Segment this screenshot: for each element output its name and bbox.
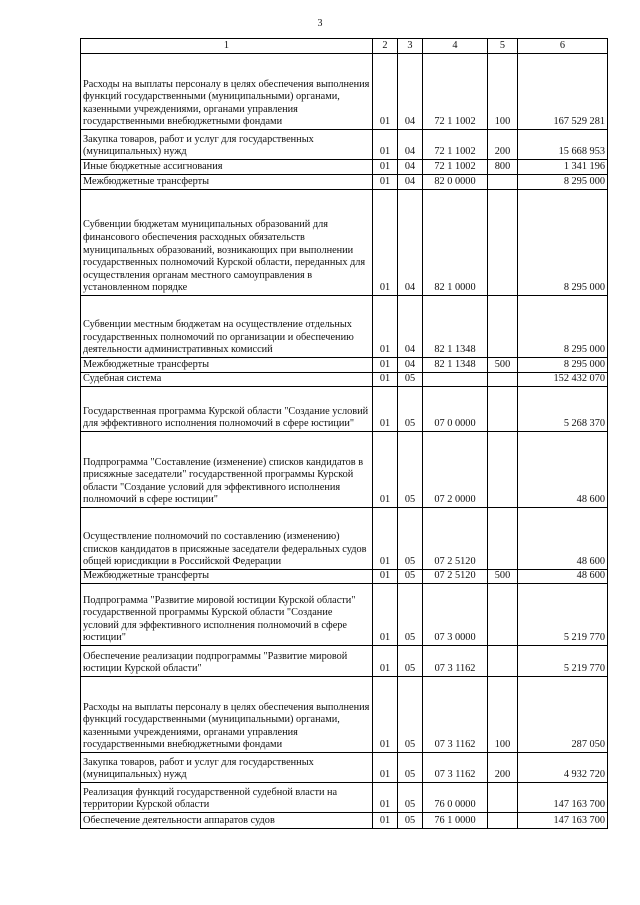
- table-row: [81, 296, 608, 358]
- cell-name: Подпрограмма "Развитие мировой юстиции Курской области" государственной программы Курской области "Создание условий для эффективного исполнения полномочий в сфере юстиции": [81, 584, 373, 646]
- cell-name: Субвенции бюджетам муниципальных образований для финансового обеспечения расходных обязательств муниципальных образований, возникающих при выполнении государственных полномочий Курской области, переданных для осуществления органам местного самоуправления в установленном порядке: [81, 190, 373, 296]
- cell-target: 07 2 5120: [423, 570, 488, 584]
- cell-subsection: 05: [398, 508, 423, 570]
- cell-subsection: 05: [398, 646, 423, 677]
- cell-type: [488, 373, 518, 387]
- cell-target: 76 0 0000: [423, 783, 488, 813]
- cell-section: 01: [373, 813, 398, 829]
- cell-target: 07 3 1162: [423, 677, 488, 753]
- cell-sum: 8 295 000: [518, 175, 608, 190]
- cell-name: Субвенции местным бюджетам на осуществление отдельных государственных полномочий по организации и обеспечению деятельности административных комиссий: [81, 296, 373, 358]
- cell-target: 82 0 0000: [423, 175, 488, 190]
- cell-type: [488, 296, 518, 358]
- cell-type: 800: [488, 160, 518, 175]
- table-row: [81, 508, 608, 570]
- cell-section: 01: [373, 432, 398, 508]
- cell-section: 01: [373, 296, 398, 358]
- cell-type: [488, 508, 518, 570]
- cell-sum: 15 668 953: [518, 130, 608, 160]
- table-row: [81, 373, 608, 387]
- cell-target: [423, 373, 488, 387]
- cell-type: [488, 646, 518, 677]
- cell-subsection: 04: [398, 175, 423, 190]
- cell-target: 72 1 1002: [423, 130, 488, 160]
- cell-type: 200: [488, 753, 518, 783]
- cell-name: Осуществление полномочий по составлению (изменению) списков кандидатов в присяжные заседатели федеральных судов общей юрисдикции в Российской Федерации: [81, 508, 373, 570]
- table-row: [81, 584, 608, 646]
- cell-target: 72 1 1002: [423, 160, 488, 175]
- cell-sum: 4 932 720: [518, 753, 608, 783]
- col-header-section: 2: [373, 39, 398, 54]
- cell-sum: 1 341 196: [518, 160, 608, 175]
- cell-target: 07 3 1162: [423, 646, 488, 677]
- cell-subsection: 04: [398, 130, 423, 160]
- cell-name: Реализация функций государственной судебной власти на территории Курской области: [81, 783, 373, 813]
- cell-subsection: 05: [398, 677, 423, 753]
- cell-sum: 5 219 770: [518, 646, 608, 677]
- cell-section: 01: [373, 54, 398, 130]
- cell-sum: 48 600: [518, 570, 608, 584]
- table-row: [81, 130, 608, 160]
- cell-subsection: 05: [398, 432, 423, 508]
- cell-type: 200: [488, 130, 518, 160]
- cell-section: 01: [373, 753, 398, 783]
- cell-subsection: 05: [398, 387, 423, 432]
- cell-type: [488, 432, 518, 508]
- cell-target: 07 2 5120: [423, 508, 488, 570]
- table-row: [81, 432, 608, 508]
- table-row: [81, 54, 608, 130]
- cell-subsection: 04: [398, 190, 423, 296]
- cell-name: Межбюджетные трансферты: [81, 358, 373, 373]
- cell-subsection: 05: [398, 813, 423, 829]
- cell-target: 82 1 1348: [423, 358, 488, 373]
- cell-name: Межбюджетные трансферты: [81, 175, 373, 190]
- cell-section: 01: [373, 677, 398, 753]
- cell-target: 07 3 1162: [423, 753, 488, 783]
- cell-sum: 152 432 070: [518, 373, 608, 387]
- cell-sum: 8 295 000: [518, 190, 608, 296]
- table-row: [81, 783, 608, 813]
- budget-table: [80, 38, 608, 829]
- cell-name: Расходы на выплаты персоналу в целях обеспечения выполнения функций государственными (муниципальными) органами, казенными учреждениями, органами управления государственными внебюджетными фондами: [81, 677, 373, 753]
- cell-section: 01: [373, 190, 398, 296]
- cell-type: [488, 175, 518, 190]
- table-row: [81, 190, 608, 296]
- cell-type: [488, 190, 518, 296]
- cell-type: [488, 387, 518, 432]
- cell-section: 01: [373, 783, 398, 813]
- cell-sum: 8 295 000: [518, 296, 608, 358]
- table-row: [81, 677, 608, 753]
- cell-section: 01: [373, 584, 398, 646]
- cell-section: 01: [373, 160, 398, 175]
- col-header-sum: 6: [518, 39, 608, 54]
- cell-subsection: 04: [398, 296, 423, 358]
- cell-subsection: 04: [398, 54, 423, 130]
- cell-section: 01: [373, 130, 398, 160]
- cell-target: 07 0 0000: [423, 387, 488, 432]
- cell-sum: 48 600: [518, 432, 608, 508]
- cell-sum: 8 295 000: [518, 358, 608, 373]
- header-row: [81, 39, 608, 54]
- table-row: [81, 358, 608, 373]
- cell-sum: 5 219 770: [518, 584, 608, 646]
- cell-sum: 167 529 281: [518, 54, 608, 130]
- cell-target: 07 2 0000: [423, 432, 488, 508]
- table-row: [81, 753, 608, 783]
- cell-name: Обеспечение деятельности аппаратов судов: [81, 813, 373, 829]
- cell-sum: 147 163 700: [518, 813, 608, 829]
- cell-target: 72 1 1002: [423, 54, 488, 130]
- cell-subsection: 05: [398, 570, 423, 584]
- cell-type: [488, 783, 518, 813]
- cell-section: 01: [373, 570, 398, 584]
- col-header-type: 5: [488, 39, 518, 54]
- cell-name: Государственная программа Курской области "Создание условий для эффективного исполнения полномочий в сфере юстиции": [81, 387, 373, 432]
- cell-target: 07 3 0000: [423, 584, 488, 646]
- cell-sum: 147 163 700: [518, 783, 608, 813]
- cell-section: 01: [373, 646, 398, 677]
- cell-type: [488, 584, 518, 646]
- page-number: 3: [317, 18, 323, 29]
- cell-type: 100: [488, 54, 518, 130]
- cell-target: 76 1 0000: [423, 813, 488, 829]
- cell-name: Закупка товаров, работ и услуг для государственных (муниципальных) нужд: [81, 130, 373, 160]
- cell-name: Межбюджетные трансферты: [81, 570, 373, 584]
- cell-sum: 48 600: [518, 508, 608, 570]
- cell-type: 500: [488, 358, 518, 373]
- cell-subsection: 05: [398, 753, 423, 783]
- table-row: [81, 175, 608, 190]
- table-row: [81, 646, 608, 677]
- col-header-target: 4: [423, 39, 488, 54]
- cell-section: 01: [373, 373, 398, 387]
- cell-section: 01: [373, 508, 398, 570]
- cell-sum: 5 268 370: [518, 387, 608, 432]
- cell-name: Иные бюджетные ассигнования: [81, 160, 373, 175]
- cell-name: Судебная система: [81, 373, 373, 387]
- table-row: [81, 813, 608, 829]
- cell-subsection: 05: [398, 584, 423, 646]
- cell-type: 100: [488, 677, 518, 753]
- cell-type: 500: [488, 570, 518, 584]
- cell-subsection: 04: [398, 160, 423, 175]
- table-row: [81, 387, 608, 432]
- table-row: [81, 570, 608, 584]
- cell-sum: 287 050: [518, 677, 608, 753]
- cell-name: Обеспечение реализации подпрограммы "Развитие мировой юстиции Курской области": [81, 646, 373, 677]
- cell-section: 01: [373, 387, 398, 432]
- cell-name: Расходы на выплаты персоналу в целях обеспечения выполнения функций государственными (муниципальными) органами, казенными учреждениями, органами управления государственными внебюджетными фондами: [81, 54, 373, 130]
- col-header-subsection: 3: [398, 39, 423, 54]
- cell-name: Подпрограмма "Составление (изменение) списков кандидатов в присяжные заседатели" государственной программы Курской области "Создание условий для эффективного исполнения полномочий в сфере юстиции": [81, 432, 373, 508]
- cell-section: 01: [373, 175, 398, 190]
- cell-type: [488, 813, 518, 829]
- cell-name: Закупка товаров, работ и услуг для государственных (муниципальных) нужд: [81, 753, 373, 783]
- cell-subsection: 04: [398, 358, 423, 373]
- cell-subsection: 05: [398, 373, 423, 387]
- cell-section: 01: [373, 358, 398, 373]
- cell-subsection: 05: [398, 783, 423, 813]
- cell-target: 82 1 1348: [423, 296, 488, 358]
- col-header-name: 1: [81, 39, 373, 54]
- cell-target: 82 1 0000: [423, 190, 488, 296]
- table-row: [81, 160, 608, 175]
